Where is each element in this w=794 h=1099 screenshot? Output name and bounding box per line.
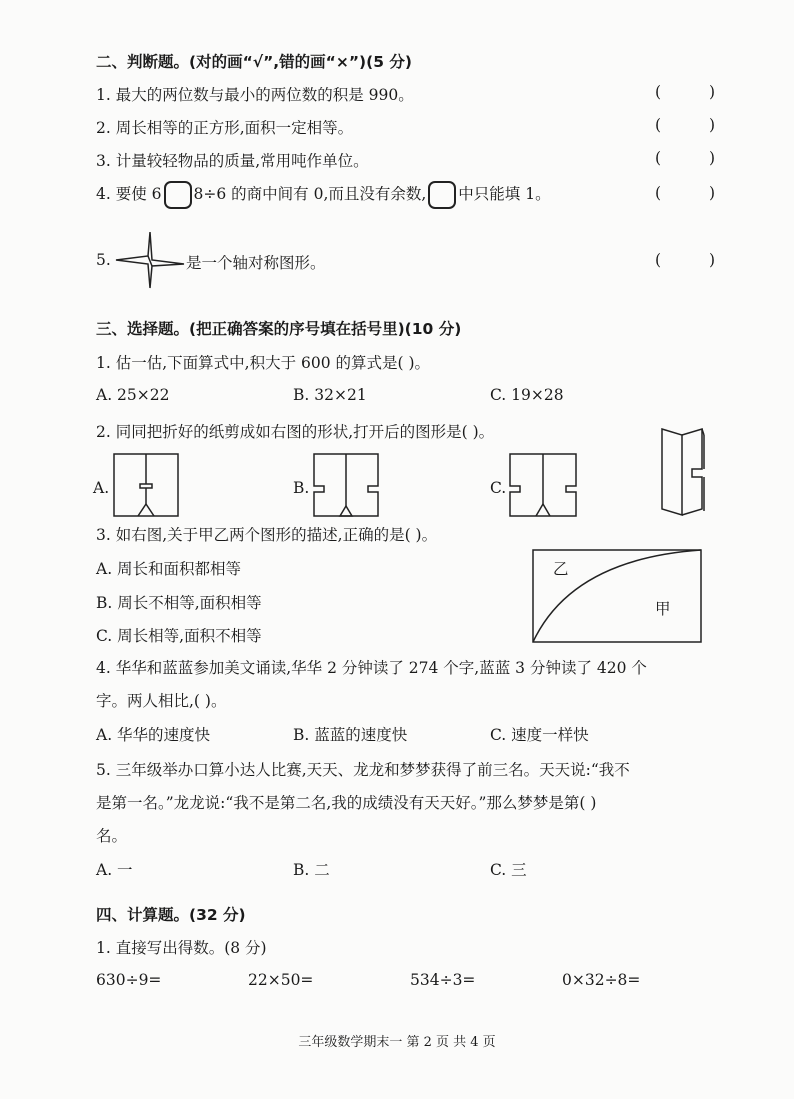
choice-q2-label-b: B.	[293, 479, 310, 497]
choice-q5-line1: 5. 三年级举办口算小达人比赛,天天、龙龙和梦梦获得了前三名。天天说:“我不	[96, 761, 630, 779]
choice-q5-option-b: B. 二	[293, 861, 330, 879]
choice-q3-option-c: C. 周长相等,面积不相等	[96, 627, 262, 645]
calc-expr-2: 22×50=	[248, 971, 314, 989]
choice-q3: 3. 如右图,关于甲乙两个图形的描述,正确的是( )。	[96, 526, 438, 544]
calc-expr-3: 534÷3=	[410, 971, 476, 989]
choice-q2-figure-b	[312, 452, 380, 518]
judge-q5-number: 5.	[96, 251, 111, 269]
calc-expr-1: 630÷9=	[96, 971, 162, 989]
judge-q5-text: 是一个轴对称图形。	[186, 254, 326, 272]
digit-box-2[interactable]	[428, 181, 456, 209]
choice-q2-label-c: C.	[490, 479, 507, 497]
section-2-title: 二、判断题。(对的画“√”,错的画“×”)(5 分)	[96, 53, 412, 71]
calc-expr-4: 0×32÷8=	[562, 971, 641, 989]
choice-q4-option-c: C. 速度一样快	[490, 726, 589, 744]
choice-q2: 2. 同同把折好的纸剪成如右图的形状,打开后的图形是( )。	[96, 423, 495, 441]
judge-q1: 1. 最大的两位数与最小的两位数的积是 990。	[96, 86, 414, 104]
figure-label-jia: 甲	[655, 600, 671, 618]
choice-q2-figure-a	[112, 452, 180, 518]
choice-q5-option-a: A. 一	[96, 861, 133, 879]
choice-q4-option-a: A. 华华的速度快	[96, 726, 211, 744]
choice-q1: 1. 估一估,下面算式中,积大于 600 的算式是( )。	[96, 354, 431, 372]
section-4-title: 四、计算题。(32 分)	[96, 906, 246, 924]
choice-q4-line1: 4. 华华和蓝蓝参加美文诵读,华华 2 分钟读了 274 个字,蓝蓝 3 分钟读了 420 个	[96, 659, 647, 677]
choice-q2-label-a: A.	[93, 479, 110, 497]
page-footer: 三年级数学期末一 第 2 页 共 4 页	[298, 1035, 496, 1050]
choice-q1-option-a: A. 25×22	[96, 386, 170, 404]
choice-q3-option-b: B. 周长不相等,面积相等	[96, 594, 262, 612]
choice-q5-option-c: C. 三	[490, 861, 527, 879]
choice-q2-figure-c	[508, 452, 578, 518]
choice-q5-line2: 是第一名。”龙龙说:“我不是第二名,我的成绩没有天天好。”那么梦梦是第( )	[96, 794, 597, 812]
choice-q3-option-a: A. 周长和面积都相等	[96, 560, 242, 578]
star-figure	[114, 230, 186, 290]
choice-q4-line2: 字。两人相比,( )。	[96, 692, 227, 710]
digit-box[interactable]	[164, 181, 192, 209]
choice-q1-option-c: C. 19×28	[490, 386, 564, 404]
folded-paper-figure	[656, 425, 712, 521]
choice-q1-option-b: B. 32×21	[293, 386, 367, 404]
choice-q5-line3: 名。	[96, 827, 128, 845]
section-3-title: 三、选择题。(把正确答案的序号填在括号里)(10 分)	[96, 320, 462, 338]
figure-label-yi: 乙	[553, 560, 569, 578]
calc-sub1-title: 1. 直接写出得数。(8 分)	[96, 939, 267, 957]
judge-q3: 3. 计量较轻物品的质量,常用吨作单位。	[96, 152, 369, 170]
judge-q2: 2. 周长相等的正方形,面积一定相等。	[96, 119, 354, 137]
choice-q4-option-b: B. 蓝蓝的速度快	[293, 726, 408, 744]
judge-q4: 4. 要使 6 8÷6 的商中间有 0,而且没有余数, 中只能填 1。	[96, 180, 551, 209]
